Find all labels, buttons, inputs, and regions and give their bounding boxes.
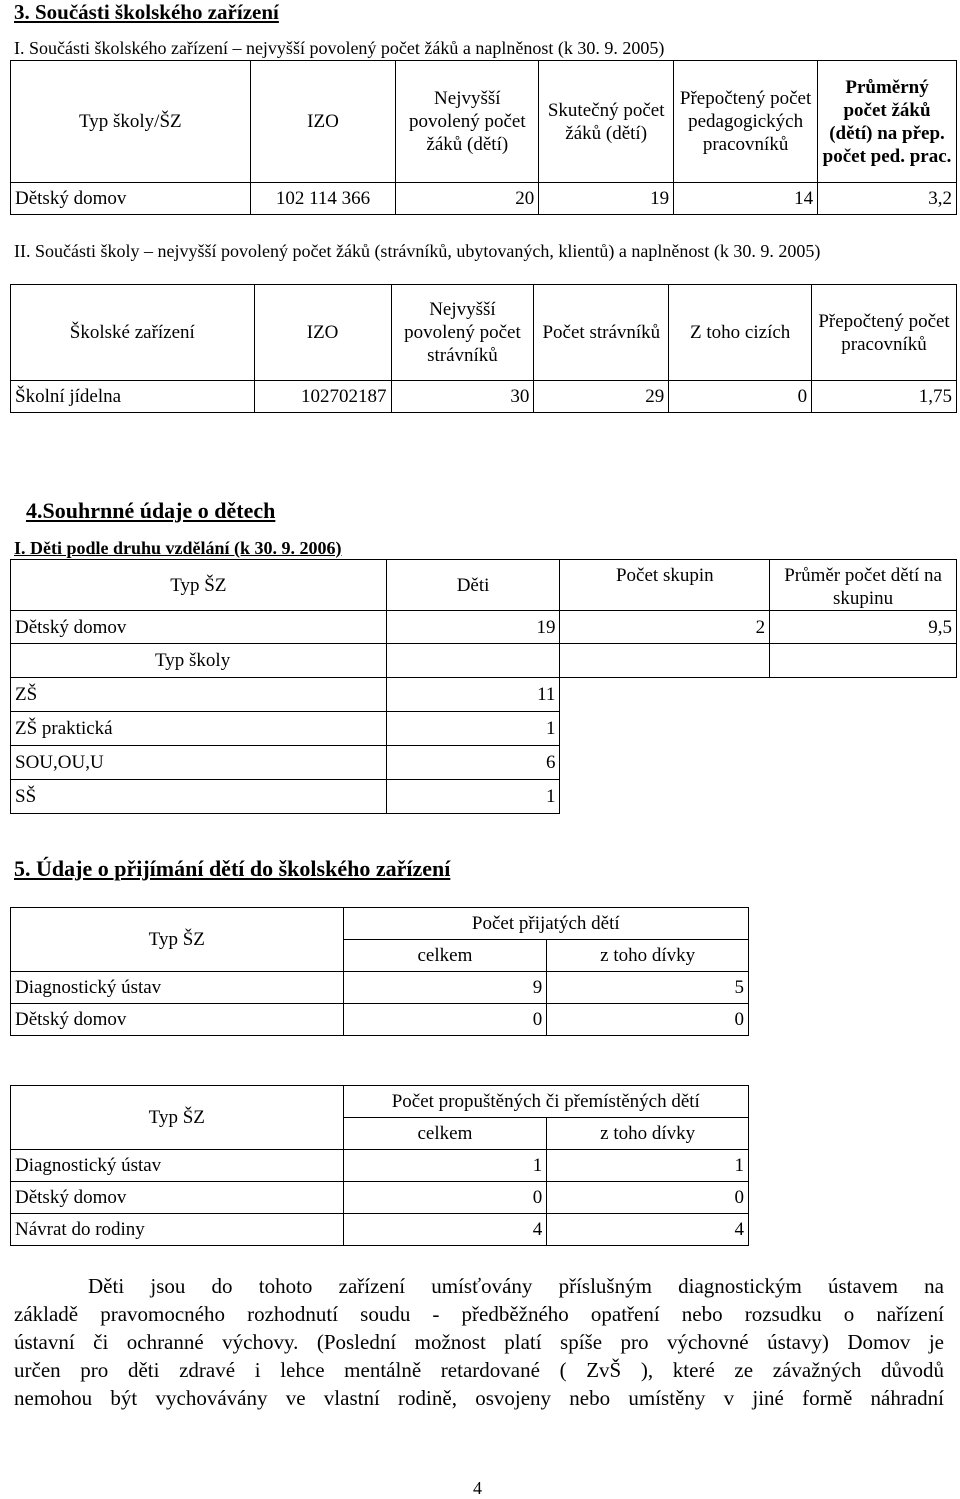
th-facility: Školské zařízení — [11, 285, 255, 381]
table-children-by-education — [10, 559, 957, 814]
cell: 1 — [343, 1150, 547, 1182]
cell: 4 — [343, 1214, 547, 1246]
subheader-school-type: Typ školy — [11, 644, 387, 678]
th-izo: IZO — [254, 285, 391, 381]
cell: Dětský domov — [11, 183, 251, 215]
th-type: Typ ŠZ — [11, 560, 387, 611]
section-4-heading: 4.Souhrnné údaje o dětech — [26, 498, 276, 523]
table-row — [11, 1182, 749, 1214]
cell: 1 — [547, 1150, 749, 1182]
cell: ZŠ — [11, 678, 387, 712]
cell: 1 — [386, 780, 560, 814]
cell: 11 — [386, 678, 560, 712]
cell — [386, 644, 560, 678]
th-type: Typ ŠZ — [11, 908, 344, 972]
cell — [560, 712, 957, 746]
th-admitted-group: Počet přijatých dětí — [343, 908, 748, 940]
cell: 19 — [386, 611, 560, 644]
cell — [770, 644, 957, 678]
cell: 9,5 — [770, 611, 957, 644]
th-avg-pupils: Průměrný počet žáků (dětí) na přep. počet ped. prac. — [818, 61, 957, 183]
cell — [560, 678, 957, 712]
th-ped-staff: Přepočtený počet pedagogických pracovníků — [674, 61, 818, 183]
cell: Školní jídelna — [11, 381, 255, 413]
th-foreign: Z toho cizích — [669, 285, 812, 381]
cell: 0 — [669, 381, 812, 413]
cell: 102 114 366 — [250, 183, 396, 215]
table-row — [11, 780, 957, 814]
table-row — [11, 678, 957, 712]
cell: 29 — [534, 381, 669, 413]
table-row — [11, 746, 957, 780]
cell: 0 — [343, 1182, 547, 1214]
table-school-catering — [10, 284, 957, 413]
th-staff: Přepočtený počet pracovníků — [812, 285, 957, 381]
th-total: celkem — [343, 940, 547, 972]
cell: 0 — [343, 1004, 547, 1036]
cell — [560, 746, 957, 780]
cell — [560, 780, 957, 814]
th-actual-pupils: Skutečný počet žáků (dětí) — [539, 61, 674, 183]
table-1-caption: I. Součásti školského zařízení – nejvyšší povolený počet žáků a naplněnost (k 30. 9. 2005) — [14, 38, 665, 58]
table-row — [11, 1150, 749, 1182]
page-number: 4 — [473, 1478, 482, 1498]
paragraph-line: nemohou být vychovávány ve vlastní rodině, osvojeny nebo umístěny v jiné formě náhradní — [14, 1386, 944, 1410]
table-discharges — [10, 1085, 749, 1246]
th-discharged-group: Počet propuštěných či přemístěných dětí — [343, 1086, 748, 1118]
th-max-pupils: Nejvyšší povolený počet žáků (dětí) — [396, 61, 539, 183]
table-row — [11, 183, 957, 215]
cell: Dětský domov — [11, 611, 387, 644]
cell: SŠ — [11, 780, 387, 814]
table-components-capacity — [10, 60, 957, 215]
table-row — [11, 1214, 749, 1246]
th-izo: IZO — [250, 61, 396, 183]
cell: 19 — [539, 183, 674, 215]
cell: 0 — [547, 1004, 749, 1036]
paragraph-line: základě pravomocného rozhodnutí soudu - předběžného opatření nebo rozsudku o nařízení — [14, 1302, 944, 1326]
cell: Návrat do rodiny — [11, 1214, 344, 1246]
cell: Diagnostický ústav — [11, 1150, 344, 1182]
cell: 30 — [391, 381, 534, 413]
section-5-heading: 5. Údaje o přijímání dětí do školského zařízení — [14, 856, 451, 881]
th-max-diners: Nejvyšší povolený počet strávníků — [391, 285, 534, 381]
paragraph-line: ústavní či ochranné výchovy. (Poslední možnost platí spíše pro výchovné ústavy) Domov je — [14, 1330, 944, 1354]
cell: 1,75 — [812, 381, 957, 413]
th-diners: Počet strávníků — [534, 285, 669, 381]
th-type: Typ školy/ŠZ — [11, 61, 251, 183]
cell: SOU,OU,U — [11, 746, 387, 780]
th-girls: z toho dívky — [547, 1118, 749, 1150]
table-row — [11, 381, 957, 413]
cell — [560, 644, 770, 678]
table-row — [11, 972, 749, 1004]
cell: 4 — [547, 1214, 749, 1246]
cell: 1 — [386, 712, 560, 746]
section-3-heading: 3. Součásti školského zařízení — [14, 0, 279, 24]
cell: 102702187 — [254, 381, 391, 413]
th-children: Děti — [386, 560, 560, 611]
cell: Dětský domov — [11, 1004, 344, 1036]
table-row — [11, 611, 957, 644]
cell: 0 — [547, 1182, 749, 1214]
cell: 9 — [343, 972, 547, 1004]
th-groups: Počet skupin — [560, 560, 770, 611]
cell: 3,2 — [818, 183, 957, 215]
paragraph-line: Děti jsou do tohoto zařízení umísťovány příslušným diagnostickým ústavem na — [88, 1274, 944, 1298]
cell: 5 — [547, 972, 749, 1004]
cell: ZŠ praktická — [11, 712, 387, 746]
th-girls: z toho dívky — [547, 940, 749, 972]
cell: 6 — [386, 746, 560, 780]
cell: 20 — [396, 183, 539, 215]
cell: Diagnostický ústav — [11, 972, 344, 1004]
th-avg: Průměr počet dětí na skupinu — [770, 560, 957, 611]
table-admissions — [10, 907, 749, 1036]
th-total: celkem — [343, 1118, 547, 1150]
cell: Dětský domov — [11, 1182, 344, 1214]
table-row — [11, 712, 957, 746]
body-paragraph — [14, 1272, 944, 1412]
cell: 14 — [674, 183, 818, 215]
th-type: Typ ŠZ — [11, 1086, 344, 1150]
table-3-caption: I. Děti podle druhu vzdělání (k 30. 9. 2006) — [14, 538, 342, 558]
paragraph-line: určen pro děti zdravé i lehce mentálně retardované ( ZvŠ ), které ze závažných důvodů — [14, 1358, 944, 1382]
table-row — [11, 1004, 749, 1036]
cell: 2 — [560, 611, 770, 644]
table-2-caption: II. Součásti školy – nejvyšší povolený počet žáků (strávníků, ubytovaných, klientů) a naplněnost (k 30. 9. 2005) — [14, 241, 821, 261]
